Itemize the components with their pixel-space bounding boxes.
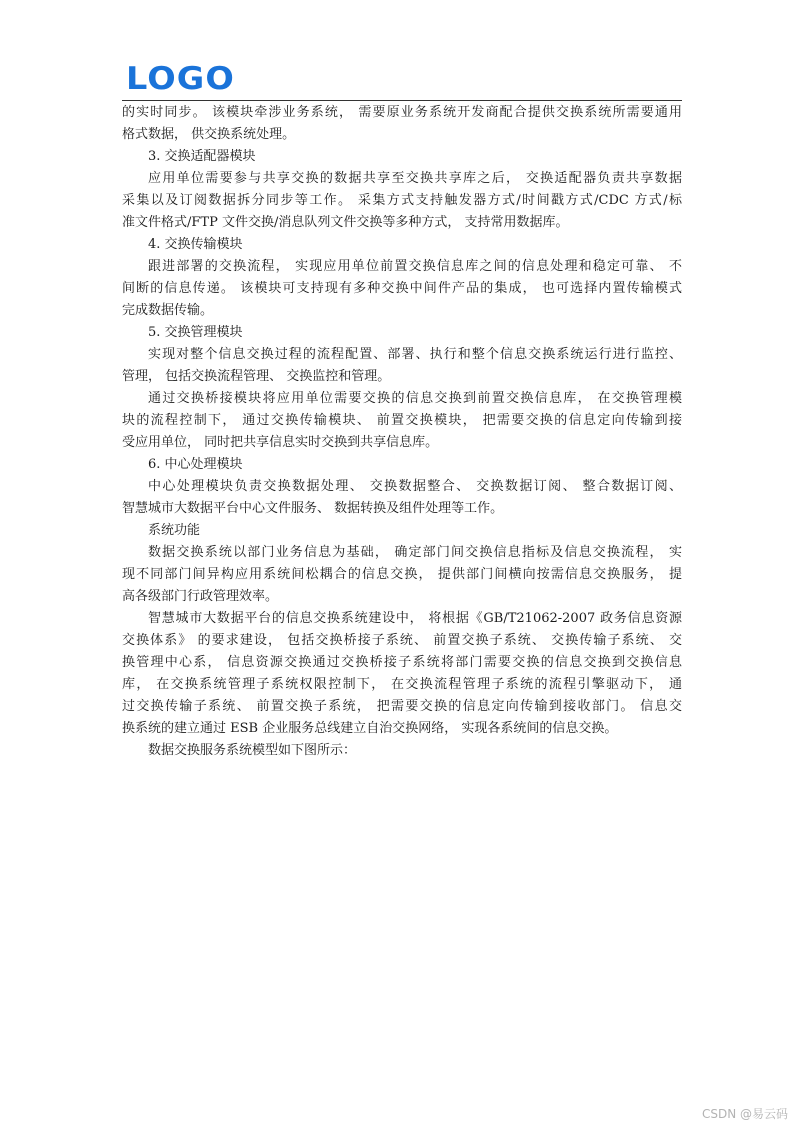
page-header (122, 62, 682, 101)
text-line: 通过交换桥接模块将应用单位需要交换的信息交换到前置交换信息库， 在交换管理模 (148, 391, 682, 406)
logo: LOGO (126, 61, 235, 97)
text-line: 跟进部署的交换流程， 实现应用单位前置交换信息库之间的信息处理和稳定可靠、 不 (148, 259, 682, 274)
text-line: 换管理中心系， 信息资源交换通过交换桥接子系统将部门需要交换的信息交换到交换信息 (122, 655, 682, 670)
text-line: 高各级部门行政管理效率。 (122, 589, 279, 604)
text-line: 6. 中心处理模块 (148, 457, 243, 472)
text-line: 准文件格式/FTP 文件交换/消息队列文件交换等多种方式， 支持常用数据库。 (122, 215, 569, 230)
text-line: 采集以及订阅数据拆分同步等工作。 采集方式支持触发器方式/时间戳方式/CDC 方式/标 (122, 193, 682, 208)
text-line: 换系统的建立通过 ESB 企业服务总线建立自治交换网络， 实现各系统间的信息交换。 (122, 721, 618, 736)
text-line: 数据交换系统以部门业务信息为基础， 确定部门间交换信息指标及信息交换流程， 实 (148, 545, 682, 560)
text-line: 应用单位需要参与共享交换的数据共享至交换共享库之后， 交换适配器负责共享数据 (148, 171, 682, 186)
watermark: CSDN @易云码 (701, 1107, 788, 1121)
text-line: 实现对整个信息交换过程的流程配置、部署、执行和整个信息交换系统运行进行监控、 (148, 347, 682, 362)
text-line: 格式数据， 供交换系统处理。 (122, 127, 296, 142)
text-line: 中心处理模块负责交换数据处理、 交换数据整合、 交换数据订阅、 整合数据订阅、 (148, 479, 682, 494)
text-line: 库， 在交换系统管理子系统权限控制下， 在交换流程管理子系统的流程引擎驱动下， 通 (122, 677, 682, 692)
text-line: 间断的信息传递。 该模块可支持现有多种交换中间件产品的集成， 也可选择内置传输模式 (122, 281, 682, 296)
text-line: 数据交换服务系统模型如下图所示： (148, 743, 357, 758)
text-line: 管理， 包括交换流程管理、 交换监控和管理。 (122, 369, 391, 384)
text-line: 智慧城市大数据平台中心文件服务、 数据转换及组件处理等工作。 (122, 501, 504, 516)
text-line: 3. 交换适配器模块 (148, 149, 256, 164)
text-line: 过交换传输子系统、 前置交换子系统， 把需要交换的信息定向传输到接收部门。 信息交 (122, 699, 682, 714)
text-line: 受应用单位， 同时把共享信息实时交换到共享信息库。 (122, 435, 439, 450)
text-line: 现不同部门间异构应用系统间松耦合的信息交换， 提供部门间横向按需信息交换服务， 提 (122, 567, 682, 582)
text-line: 系统功能 (148, 523, 201, 538)
text-line: 4. 交换传输模块 (148, 237, 243, 252)
text-line: 的实时同步。 该模块牵涉业务系统， 需要原业务系统开发商配合提供交换系统所需要通用 (122, 105, 682, 120)
text-line: 智慧城市大数据平台的信息交换系统建设中， 将根据《GB/T21062-2007 政务信息资源 (148, 611, 682, 626)
text-line: 交换体系》 的要求建设， 包括交换桥接子系统、 前置交换子系统、 交换传输子系统、 交 (122, 633, 682, 648)
text-line: 块的流程控制下， 通过交换传输模块、 前置交换模块， 把需要交换的信息定向传输到接 (122, 413, 682, 428)
text-line: 完成数据传输。 (122, 303, 214, 318)
document-body (122, 102, 682, 762)
text-line: 5. 交换管理模块 (148, 325, 243, 340)
